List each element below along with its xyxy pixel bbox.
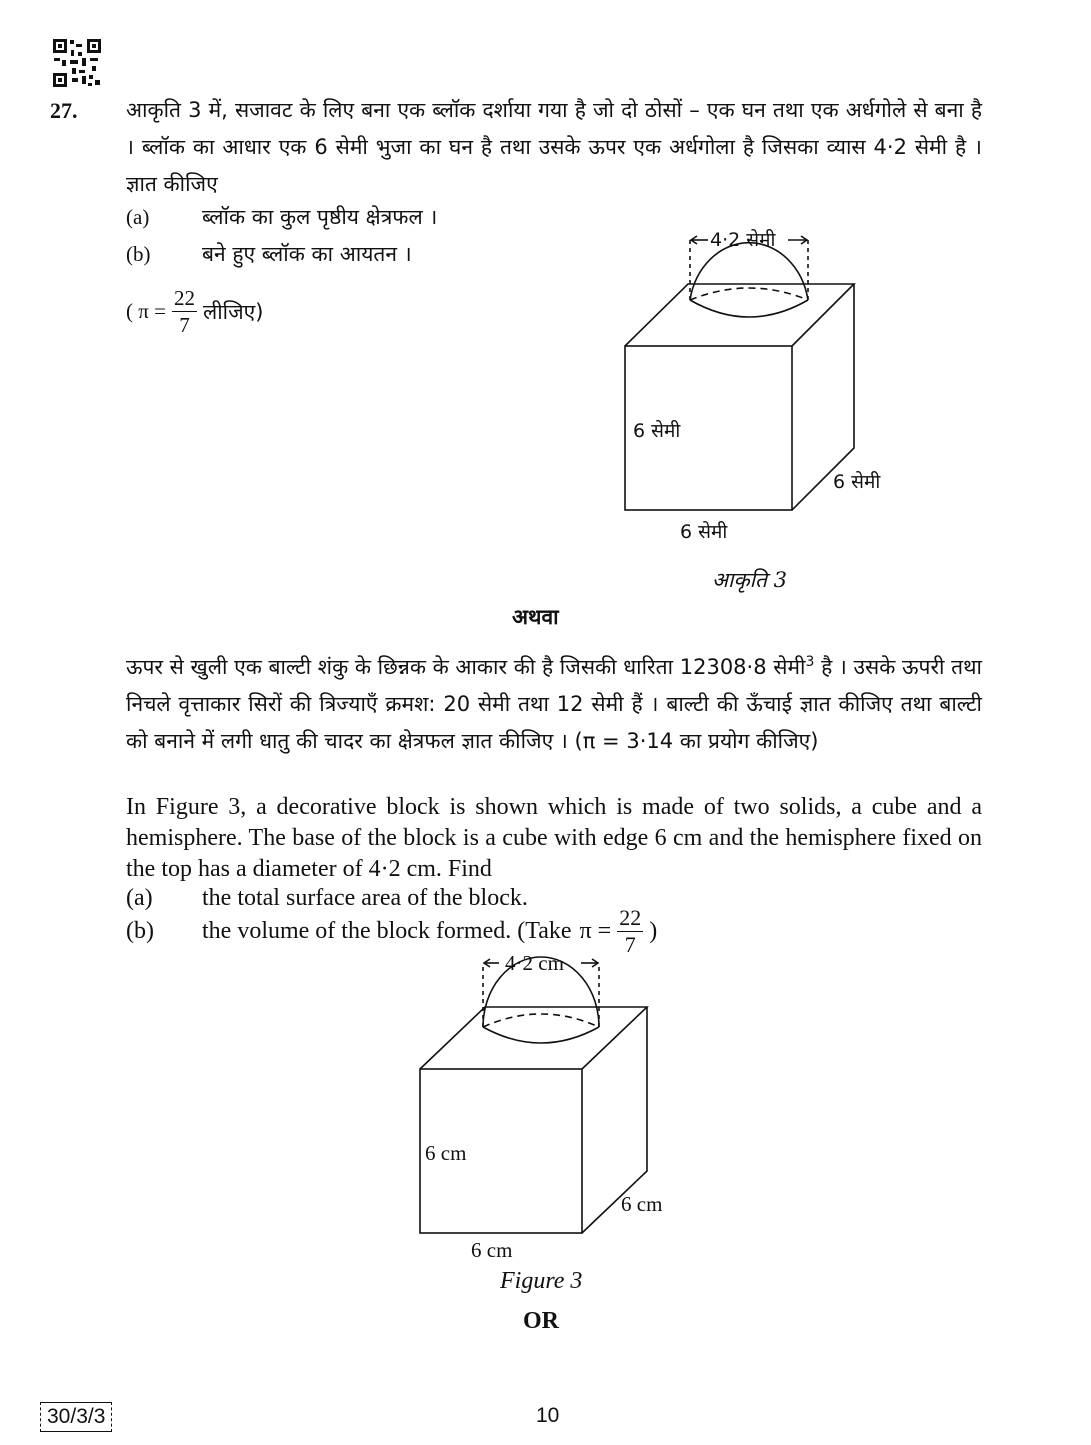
option-label: (a) xyxy=(126,885,153,911)
alt-question-line1: ऊपर से खुली एक बाल्टी शंकु के छिन्नक के आकार की है जिसकी धारिता 12308·8 सेमी xyxy=(126,655,806,679)
height-label: 6 सेमी xyxy=(633,420,681,442)
pi-prefix: ( π = xyxy=(126,299,166,323)
hemisphere-base-back xyxy=(483,1014,599,1027)
english-or: OR xyxy=(523,1308,559,1334)
option-text: the total surface area of the block. xyxy=(202,885,528,911)
pi-numerator: 22 xyxy=(619,905,642,930)
pi-suffix: ) xyxy=(649,918,658,944)
hemisphere-base-back xyxy=(690,288,808,300)
hindi-figure-cube-hemisphere xyxy=(600,222,900,552)
pi-suffix: लीजिए) xyxy=(202,299,264,324)
pi-fraction xyxy=(172,285,197,338)
width-label: 6 सेमी xyxy=(680,521,728,543)
option-label: (b) xyxy=(126,242,151,266)
diameter-label: 4·2 cm xyxy=(505,951,564,975)
cube-top-face xyxy=(625,284,854,346)
depth-label: 6 cm xyxy=(621,1192,663,1216)
pi-denominator: 7 xyxy=(624,932,636,957)
hemisphere-base-front xyxy=(483,1027,599,1043)
height-label: 6 cm xyxy=(425,1141,467,1165)
cube-top-face xyxy=(420,1007,647,1069)
pi-prefix: π = xyxy=(579,918,612,944)
cube-unit-sup: 3 xyxy=(805,654,815,670)
option-text: the volume of the block formed. (Take xyxy=(202,918,572,944)
option-label: (b) xyxy=(126,918,154,944)
hindi-alt-question xyxy=(126,644,982,760)
paper-code: 30/3/3 xyxy=(40,1402,112,1432)
question-number: 27. xyxy=(50,98,78,123)
pi-numerator: 22 xyxy=(173,286,195,310)
english-figure-caption: Figure 3 xyxy=(500,1268,583,1294)
hemisphere-base-front xyxy=(690,300,808,317)
english-figure-cube-hemisphere xyxy=(395,945,695,1265)
width-label: 6 cm xyxy=(471,1238,513,1262)
hindi-pi-note xyxy=(126,285,263,338)
option-text: ब्लॉक का कुल पृष्ठीय क्षेत्रफल । xyxy=(202,205,438,229)
hindi-option-b xyxy=(126,240,412,268)
qr-code-icon xyxy=(52,38,102,88)
option-label: (a) xyxy=(126,205,150,229)
hindi-figure-caption: आकृति 3 xyxy=(712,568,788,592)
pi-denominator: 7 xyxy=(179,313,190,337)
option-text: बने हुए ब्लॉक का आयतन । xyxy=(202,242,412,266)
hindi-option-a xyxy=(126,203,437,231)
alt-question-rest: है । उसके ऊपरी तथा निचले वृत्ताकार सिरों की त्रिज्याएँ क्रमश: 20 सेमी तथा 12 सेमी हैं । बाल्टी की ऊँचाई ज्ञात कीजिए तथा बाल्टी को बनाने में लगी धातु की चादर का क्षेत्रफल ज्ञात कीजिए । (π = 3·14 का प्रयोग कीजिए) xyxy=(126,655,982,753)
depth-label: 6 सेमी xyxy=(833,471,881,493)
diameter-label: 4·2 सेमी xyxy=(710,229,776,251)
hindi-or: अथवा xyxy=(512,605,559,629)
english-question-intro: In Figure 3, a decorative block is shown which is made of two solids, a cube and a hemisphere. The base of the block is a cube with edge 6 cm and the hemisphere fixed on the top has a diameter of 4·2 cm. Find xyxy=(126,794,982,882)
hindi-question-intro: आकृति 3 में, सजावट के लिए बना एक ब्लॉक दर्शाया गया है जो दो ठोसों – एक घन तथा एक अर्धगोले से बना है । ब्लॉक का आधार एक 6 सेमी भुजा का घन है तथा उसके ऊपर एक अर्धगोला है जिसका व्यास 4·2 सेमी है । ज्ञात कीजिए xyxy=(126,98,982,196)
page-number: 10 xyxy=(536,1404,560,1427)
hemisphere-dome xyxy=(690,243,808,300)
